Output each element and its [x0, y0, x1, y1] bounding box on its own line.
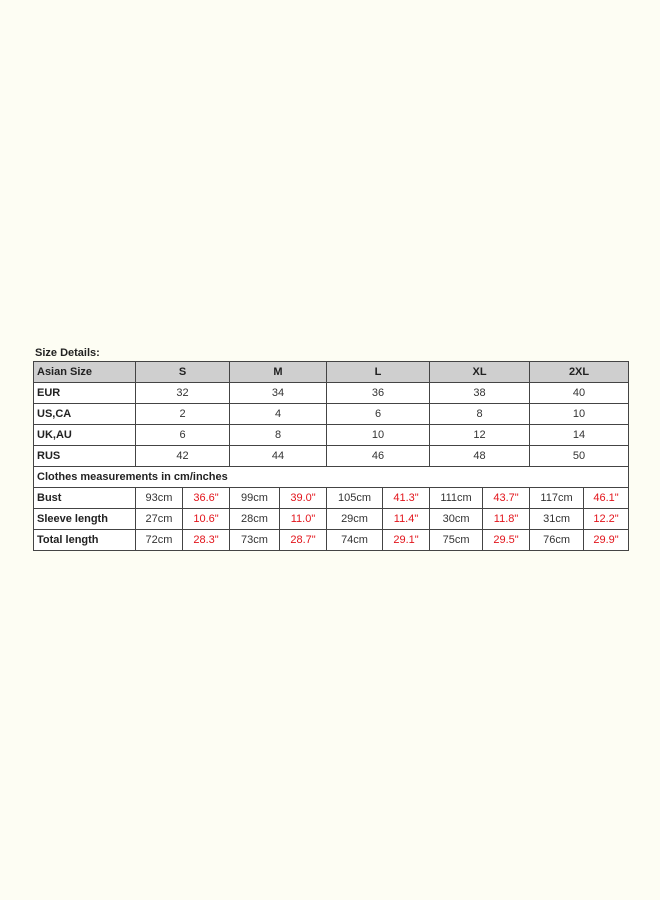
table-cell: 12: [430, 425, 530, 446]
table-cell: 10: [327, 425, 430, 446]
table-cell: 38: [430, 383, 530, 404]
size-details-caption: Size Details:: [35, 347, 100, 359]
row-label: EUR: [34, 383, 136, 404]
table-cell: 34: [230, 383, 327, 404]
size-s-header: S: [136, 362, 230, 383]
size-chart-table: [33, 361, 629, 551]
cm-cell: 72cm: [136, 530, 183, 551]
inch-cell: 39.0": [280, 488, 327, 509]
inch-cell: 41.3": [383, 488, 430, 509]
cm-cell: 99cm: [230, 488, 280, 509]
inch-cell: 43.7": [483, 488, 530, 509]
cm-cell: 75cm: [430, 530, 483, 551]
table-cell: 44: [230, 446, 327, 467]
row-label: Total length: [34, 530, 136, 551]
size-m-header: M: [230, 362, 327, 383]
cm-cell: 93cm: [136, 488, 183, 509]
inch-cell: 28.7": [280, 530, 327, 551]
inch-cell: 11.8": [483, 509, 530, 530]
cm-cell: 74cm: [327, 530, 383, 551]
table-cell: 8: [230, 425, 327, 446]
table-cell: 6: [327, 404, 430, 425]
cm-cell: 105cm: [327, 488, 383, 509]
row-label: Bust: [34, 488, 136, 509]
inch-cell: 12.2": [584, 509, 629, 530]
conversion-row-eur: [34, 383, 629, 404]
measurement-row-total-length: [34, 530, 629, 551]
header-row: [34, 362, 629, 383]
size-xl-header: XL: [430, 362, 530, 383]
inch-cell: 28.3": [183, 530, 230, 551]
inch-cell: 46.1": [584, 488, 629, 509]
inch-cell: 29.1": [383, 530, 430, 551]
inch-cell: 36.6": [183, 488, 230, 509]
cm-cell: 30cm: [430, 509, 483, 530]
table-cell: 8: [430, 404, 530, 425]
table-cell: 32: [136, 383, 230, 404]
row-label: Sleeve length: [34, 509, 136, 530]
inch-cell: 29.5": [483, 530, 530, 551]
measurement-row-bust: [34, 488, 629, 509]
inch-cell: 11.4": [383, 509, 430, 530]
cm-cell: 76cm: [530, 530, 584, 551]
table-cell: 6: [136, 425, 230, 446]
conversion-row-rus: [34, 446, 629, 467]
inch-cell: 29.9": [584, 530, 629, 551]
table-cell: 14: [530, 425, 629, 446]
table-cell: 10: [530, 404, 629, 425]
cm-cell: 28cm: [230, 509, 280, 530]
table-cell: 36: [327, 383, 430, 404]
cm-cell: 27cm: [136, 509, 183, 530]
size-l-header: L: [327, 362, 430, 383]
measurements-title: Clothes measurements in cm/inches: [34, 467, 629, 488]
cm-cell: 29cm: [327, 509, 383, 530]
row-label: RUS: [34, 446, 136, 467]
cm-cell: 117cm: [530, 488, 584, 509]
conversion-row-us-ca: [34, 404, 629, 425]
table-cell: 40: [530, 383, 629, 404]
table-cell: 48: [430, 446, 530, 467]
inch-cell: 11.0": [280, 509, 327, 530]
row-label: UK,AU: [34, 425, 136, 446]
size-2xl-header: 2XL: [530, 362, 629, 383]
cm-cell: 73cm: [230, 530, 280, 551]
measurement-row-sleeve-length: [34, 509, 629, 530]
row-label: US,CA: [34, 404, 136, 425]
header-label: Asian Size: [34, 362, 136, 383]
table-cell: 46: [327, 446, 430, 467]
table-cell: 4: [230, 404, 327, 425]
conversion-row-uk-au: [34, 425, 629, 446]
table-cell: 50: [530, 446, 629, 467]
inch-cell: 10.6": [183, 509, 230, 530]
measurements-title-row: [34, 467, 629, 488]
cm-cell: 31cm: [530, 509, 584, 530]
cm-cell: 111cm: [430, 488, 483, 509]
table-cell: 42: [136, 446, 230, 467]
table-cell: 2: [136, 404, 230, 425]
